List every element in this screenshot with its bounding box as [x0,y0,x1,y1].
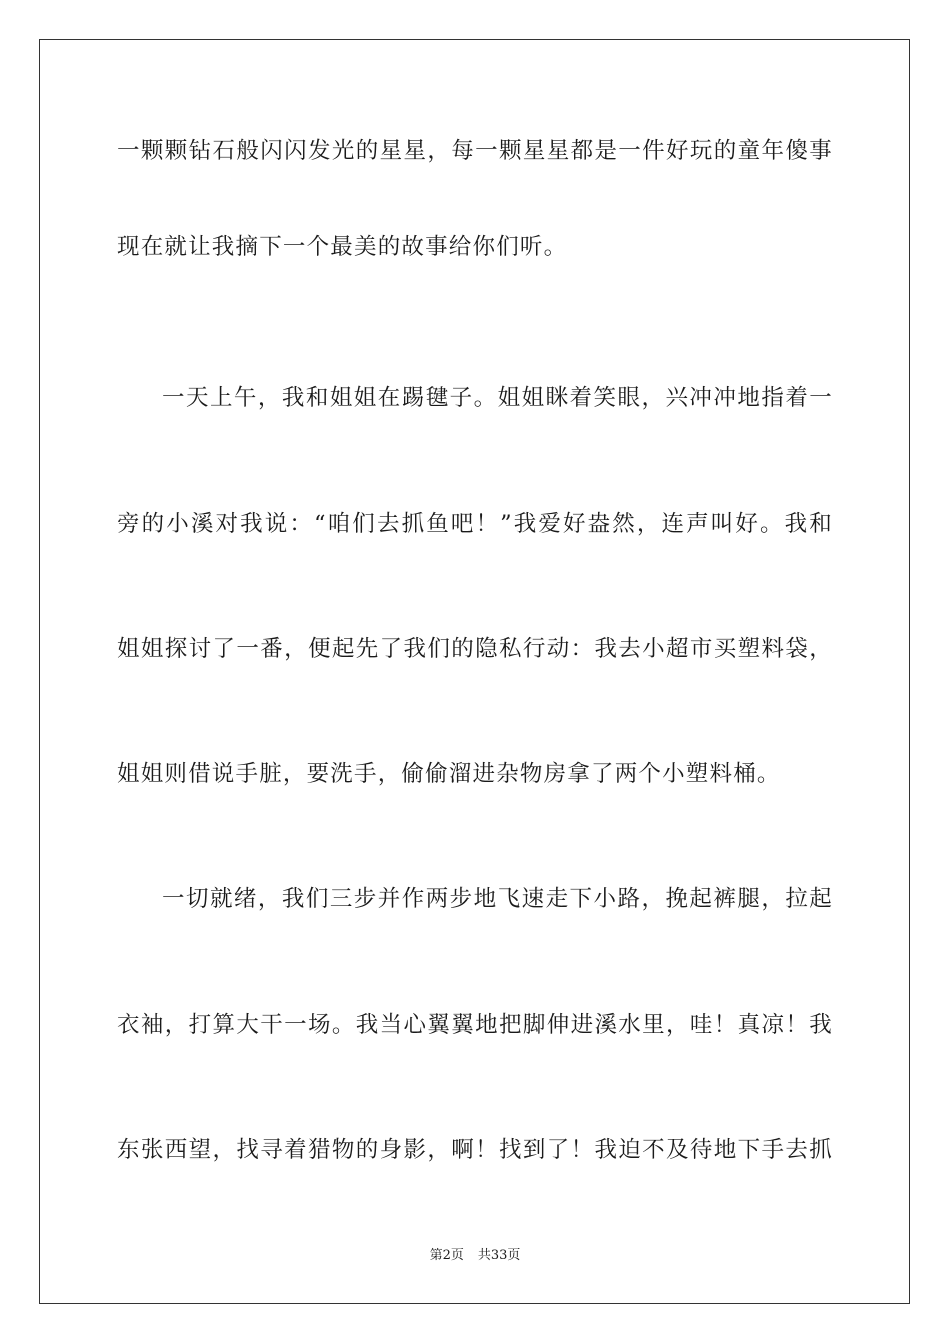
page-border [39,39,910,1304]
page-total: 共33页 [477,1248,521,1263]
text-line-9: 东张西望，找寻着猎物的身影，啊！找到了！我迫不及待地下手去抓 [117,1137,833,1163]
text-line-1: 一颗颗钻石般闪闪发光的星星，每一颗星星都是一件好玩的童年傻事 [117,138,833,164]
text-line-5: 姐姐探讨了一番，便起先了我们的隐私行动：我去小超市买塑料袋， [117,636,833,662]
text-line-3: 一天上午，我和姐姐在踢毽子。姐姐眯着笑眼，兴冲冲地指着一 [162,385,833,411]
page-footer [0,1247,950,1265]
page-number: 第2页 [429,1248,464,1263]
text-line-2: 现在就让我摘下一个最美的故事给你们听。 [117,234,568,260]
text-line-4: 旁的小溪对我说：“咱们去抓鱼吧！”我爱好盎然，连声叫好。我和 [117,511,833,537]
text-line-7: 一切就绪，我们三步并作两步地飞速走下小路，挽起裤腿，拉起 [162,886,833,912]
text-line-8: 衣袖，打算大干一场。我当心翼翼地把脚伸进溪水里，哇！真凉！我 [117,1012,833,1038]
text-line-6: 姐姐则借说手脏，要洗手，偷偷溜进杂物房拿了两个小塑料桶。 [117,761,781,787]
